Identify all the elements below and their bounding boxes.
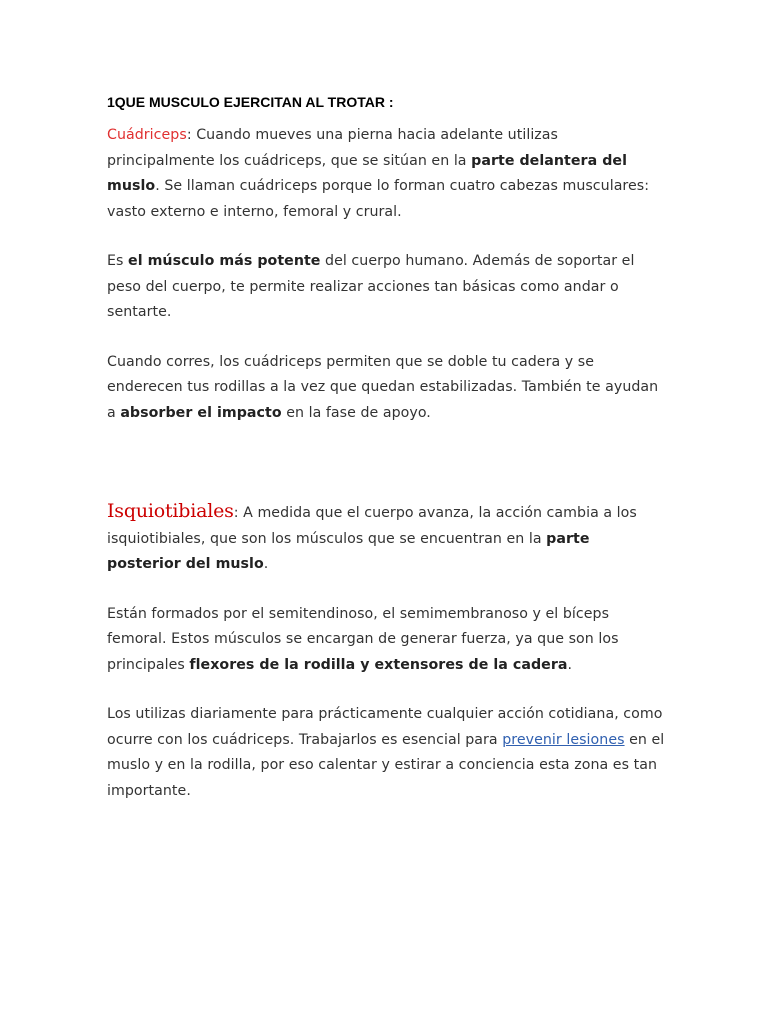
paragraph-utilizas [107,702,667,804]
paragraph-text: : Cuando mueves una pierna hacia adelante utilizas principalmente los cuádriceps, que se sitúan en la [107,127,558,169]
paragraph-text: Están formados por el semitendinoso, el semimembranoso y el bíceps femoral. Estos músculos se encargan de generar fuerza, ya que son los principales [107,605,619,673]
paragraph-text: . Se llaman cuádriceps porque lo forman cuatro cabezas musculares: vasto externo e interno, femoral y crural. [107,178,650,220]
bold-phrase: absorber el impacto [120,404,282,421]
paragraph-cuadriceps-intro [107,123,667,225]
paragraph-potente [107,249,667,326]
paragraph-text: en el muslo y en la rodilla, por eso calentar y estirar a conciencia esta zona es tan importante. [107,731,665,799]
bold-phrase: parte posterior del muslo [107,530,590,572]
prevenir-lesiones-link[interactable]: prevenir lesiones [502,731,625,748]
paragraph-text: del cuerpo humano. Además de soportar el peso del cuerpo, te permite realizar acciones tan básicas como andar o sentarte. [107,253,635,320]
paragraph-text: en la fase de apoyo. [281,404,431,421]
term-isquiotibiales: Isquiotibiales [107,500,234,522]
bold-phrase: flexores de la rodilla y extensores de la cadera [189,656,568,673]
bold-phrase: parte delantera del muslo [107,152,627,194]
document-page [107,92,667,804]
paragraph-formados [107,602,667,679]
paragraph-text: . [263,556,269,572]
paragraph-isquiotibiales-intro [107,499,667,578]
bold-phrase: el músculo más potente [128,253,321,269]
document-heading: 1QUE MUSCULO EJERCITAN AL TROTAR : [107,94,394,110]
paragraph-text: : A medida que el cuerpo avanza, la acción cambia a los isquiotibiales, que son los músculos que se encuentran en la [107,505,637,547]
paragraph-text: Cuando corres, los cuádriceps permiten que se doble tu cadera y se enderecen tus rodillas a la vez que quedan estabilizadas. También te ayudan a [107,353,659,421]
term-cuadriceps: Cuádriceps [107,127,187,143]
paragraph-correr [107,350,667,427]
paragraph-text: . [567,656,573,673]
paragraph-text: Es [107,253,129,269]
paragraph-text: Los utilizas diariamente para prácticamente cualquier acción cotidiana, como ocurre con los cuádriceps. Trabajarlos es esencial para [107,706,663,748]
